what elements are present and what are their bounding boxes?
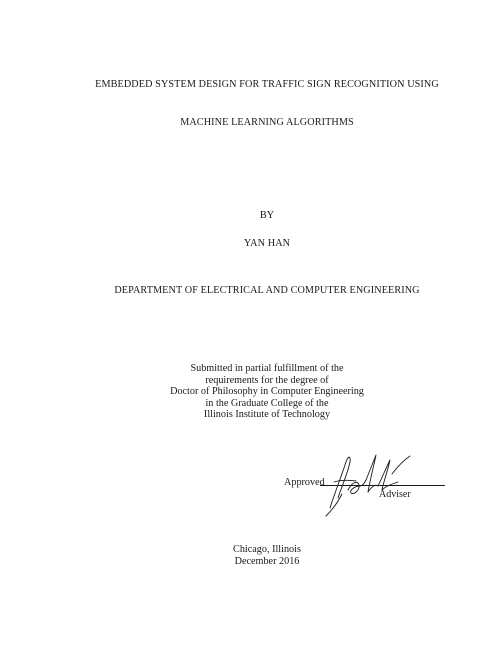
thesis-title-line-1: EMBEDDED SYSTEM DESIGN FOR TRAFFIC SIGN RECOGNITION USING [95,79,439,90]
submission-line: Submitted in partial fulfillment of the [190,363,344,374]
approved-label: Approved [284,477,325,488]
city: Chicago, Illinois [233,544,301,555]
by-label: BY [259,210,275,221]
author-name: YAN HAN [243,238,291,249]
submission-line: Illinois Institute of Technology [203,409,331,421]
place-and-date [0,544,500,568]
submission-statement [0,363,500,421]
date: December 2016 [234,556,300,567]
submission-line: requirements for the degree of [205,374,329,386]
department-name: DEPARTMENT OF ELECTRICAL AND COMPUTER ENGINEERING [114,285,420,296]
adviser-label: Adviser [379,489,411,500]
submission-line: in the Graduate College of the [205,397,329,409]
submission-line: Doctor of Philosophy in Computer Engineering [170,386,364,398]
adviser-signature [318,450,443,520]
thesis-title-line-2: MACHINE LEARNING ALGORITHMS [180,117,354,128]
